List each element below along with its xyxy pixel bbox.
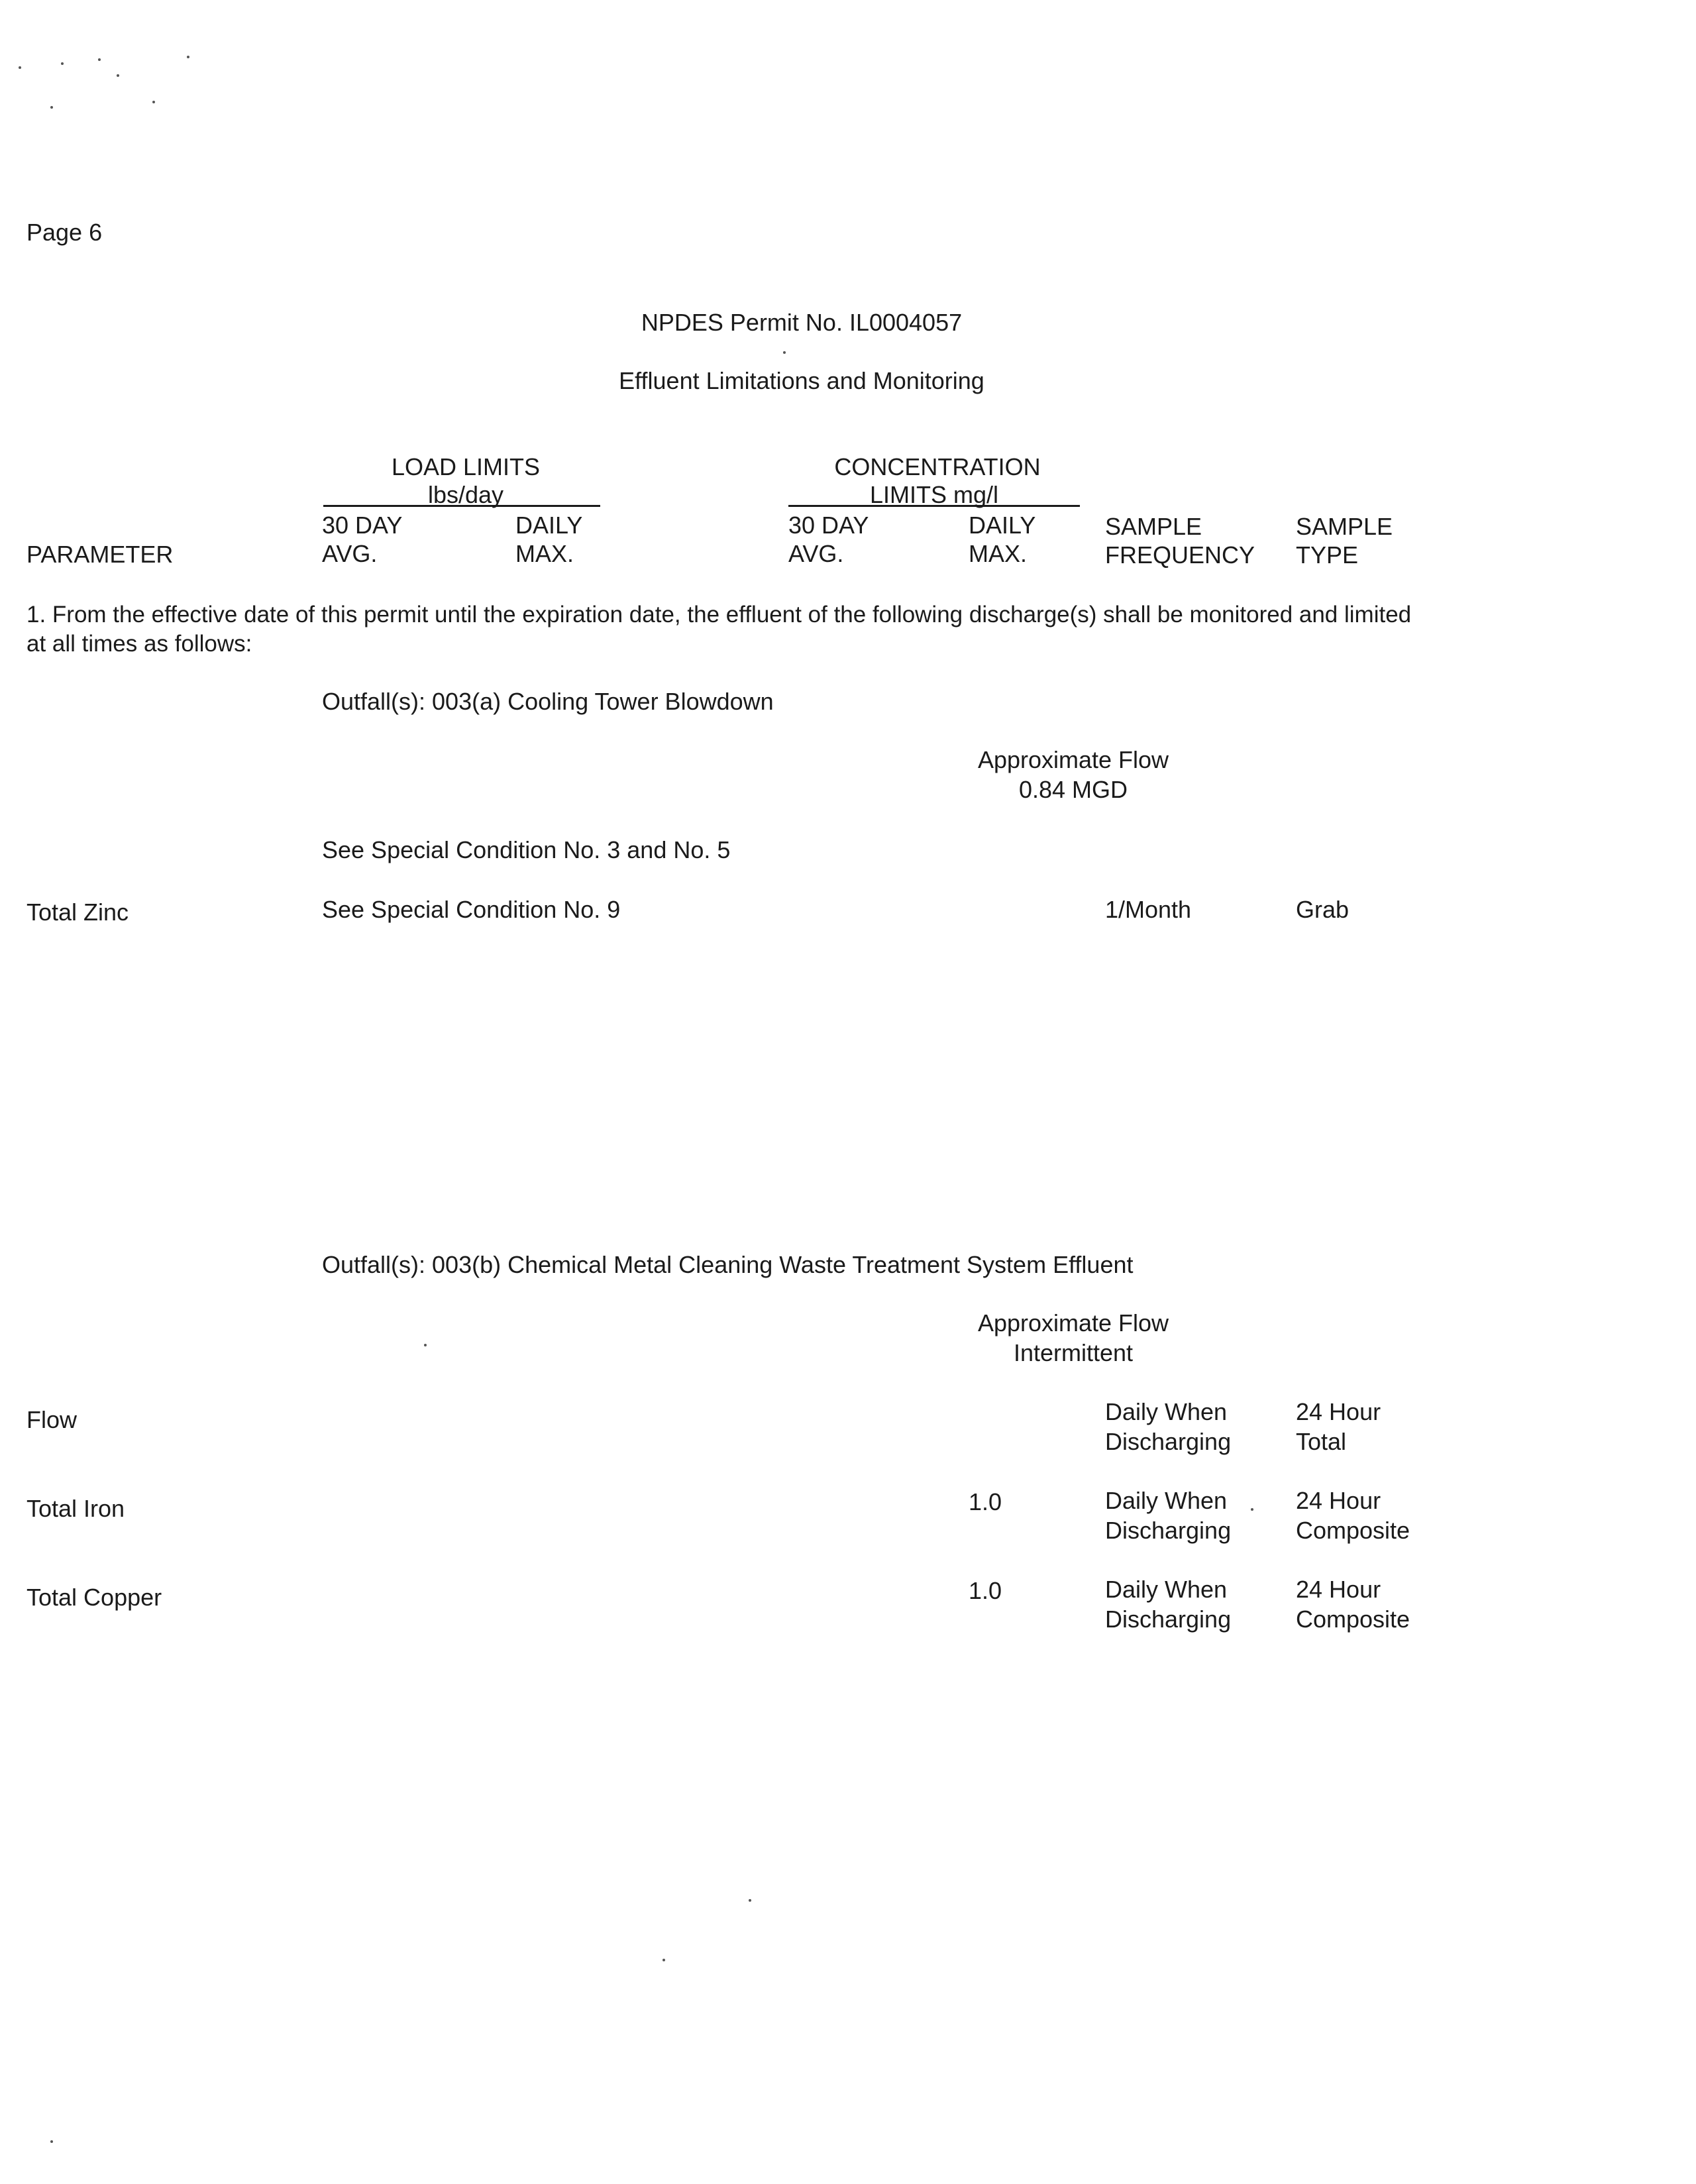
scan-speck	[98, 58, 101, 61]
scan-speck	[50, 106, 53, 109]
sample-type-value	[1296, 1397, 1381, 1456]
row-note: See Special Condition No. 9	[322, 896, 621, 923]
load-daily-header	[515, 510, 582, 569]
sample-frequency-value	[1105, 1397, 1231, 1456]
sample-type-line-2: Total	[1296, 1428, 1347, 1455]
sample-type-line-1: 24 Hour	[1296, 1576, 1381, 1603]
load-limits-rule	[323, 505, 600, 507]
scan-speck	[50, 2140, 53, 2143]
sample-frequency-line-2: Discharging	[1105, 1606, 1232, 1633]
load-30day-label: 30 DAY	[322, 512, 403, 539]
sample-frequency-value	[1105, 1486, 1231, 1545]
sample-type-value	[1296, 1574, 1410, 1634]
sample-type-line-1: 24 Hour	[1296, 1487, 1381, 1514]
sample-type-line-2: Composite	[1296, 1517, 1410, 1544]
parameter-header: PARAMETER	[26, 541, 174, 568]
load-limits-title: LOAD LIMITS	[391, 453, 541, 480]
sample-frequency-line-1: Daily When	[1105, 1398, 1228, 1425]
sample-frequency-line-1: Daily When	[1105, 1487, 1228, 1514]
sample-type-label-2: TYPE	[1296, 541, 1359, 569]
intro-paragraph-line-2: at all times as follows:	[26, 631, 252, 657]
sample-frequency-value: 1/Month	[1105, 896, 1192, 923]
sample-frequency-label-2: FREQUENCY	[1105, 541, 1255, 569]
load-daily-label: DAILY	[515, 512, 583, 539]
sample-type-line-2: Composite	[1296, 1606, 1410, 1633]
sample-frequency-value	[1105, 1574, 1231, 1634]
outfall-a-flow	[954, 745, 1192, 804]
parameter-name: Total Zinc	[26, 899, 129, 926]
conc-max-label: MAX.	[969, 540, 1028, 567]
parameter-name: Total Iron	[26, 1495, 125, 1522]
scan-speck	[662, 1959, 665, 1961]
outfall-a-title: Outfall(s): 003(a) Cooling Tower Blowdown	[322, 688, 774, 715]
load-max-label: MAX.	[515, 540, 574, 567]
concentration-limits-rule	[788, 505, 1080, 507]
concentration-limits-title: CONCENTRATION	[834, 453, 1041, 480]
outfall-a-special-condition: See Special Condition No. 3 and No. 5	[322, 836, 731, 863]
load-30day-header	[322, 510, 402, 569]
sample-frequency-line-2: Discharging	[1105, 1428, 1232, 1455]
scan-speck	[152, 101, 155, 103]
conc-30day-header	[788, 510, 869, 569]
scan-speck	[749, 1899, 751, 1902]
sample-type-value: Grab	[1296, 896, 1350, 923]
sample-type-line-1: 24 Hour	[1296, 1398, 1381, 1425]
page-subtitle: Effluent Limitations and Monitoring	[619, 367, 984, 394]
conc-daily-header	[969, 510, 1035, 569]
outfall-a-flow-value: 0.84 MGD	[1018, 776, 1128, 803]
outfall-b-flow	[954, 1308, 1192, 1368]
page-number: Page 6	[26, 219, 103, 246]
sample-frequency-line-2: Discharging	[1105, 1517, 1232, 1544]
parameter-name: Total Copper	[26, 1584, 162, 1611]
scan-speck	[187, 56, 189, 58]
conc-daily-max-value: 1.0	[969, 1577, 1002, 1604]
outfall-b-flow-value: Intermittent	[1013, 1339, 1134, 1366]
conc-avg-label: AVG.	[788, 540, 844, 567]
outfall-a-flow-label: Approximate Flow	[977, 746, 1169, 773]
intro-paragraph-line-1: 1. From the effective date of this permit until the expiration date, the effluent of the following discharge(s) shall be monitored and limited	[26, 602, 1412, 628]
sample-frequency-label-1: SAMPLE	[1105, 513, 1202, 540]
scan-speck	[783, 351, 786, 354]
load-avg-label: AVG.	[322, 540, 378, 567]
sample-type-header	[1296, 512, 1393, 570]
permit-number: NPDES Permit No. IL0004057	[641, 309, 963, 336]
outfall-b-flow-label: Approximate Flow	[977, 1309, 1169, 1337]
load-limits-units: lbs/day	[427, 481, 504, 508]
scan-speck	[117, 74, 119, 77]
conc-daily-max-value: 1.0	[969, 1488, 1002, 1515]
conc-30day-label: 30 DAY	[788, 512, 869, 539]
conc-daily-label: DAILY	[969, 512, 1036, 539]
sample-type-value	[1296, 1486, 1410, 1545]
scan-speck	[1251, 1508, 1253, 1511]
scan-speck	[19, 66, 21, 69]
concentration-limits-units: LIMITS mg/l	[869, 481, 999, 508]
sample-frequency-header	[1105, 512, 1255, 570]
scan-speck	[424, 1344, 427, 1346]
sample-frequency-line-1: Daily When	[1105, 1576, 1228, 1603]
sample-type-label-1: SAMPLE	[1296, 513, 1393, 540]
scan-speck	[61, 62, 64, 65]
parameter-name: Flow	[26, 1406, 78, 1433]
outfall-b-title: Outfall(s): 003(b) Chemical Metal Cleaning Waste Treatment System Effluent	[322, 1251, 1134, 1278]
